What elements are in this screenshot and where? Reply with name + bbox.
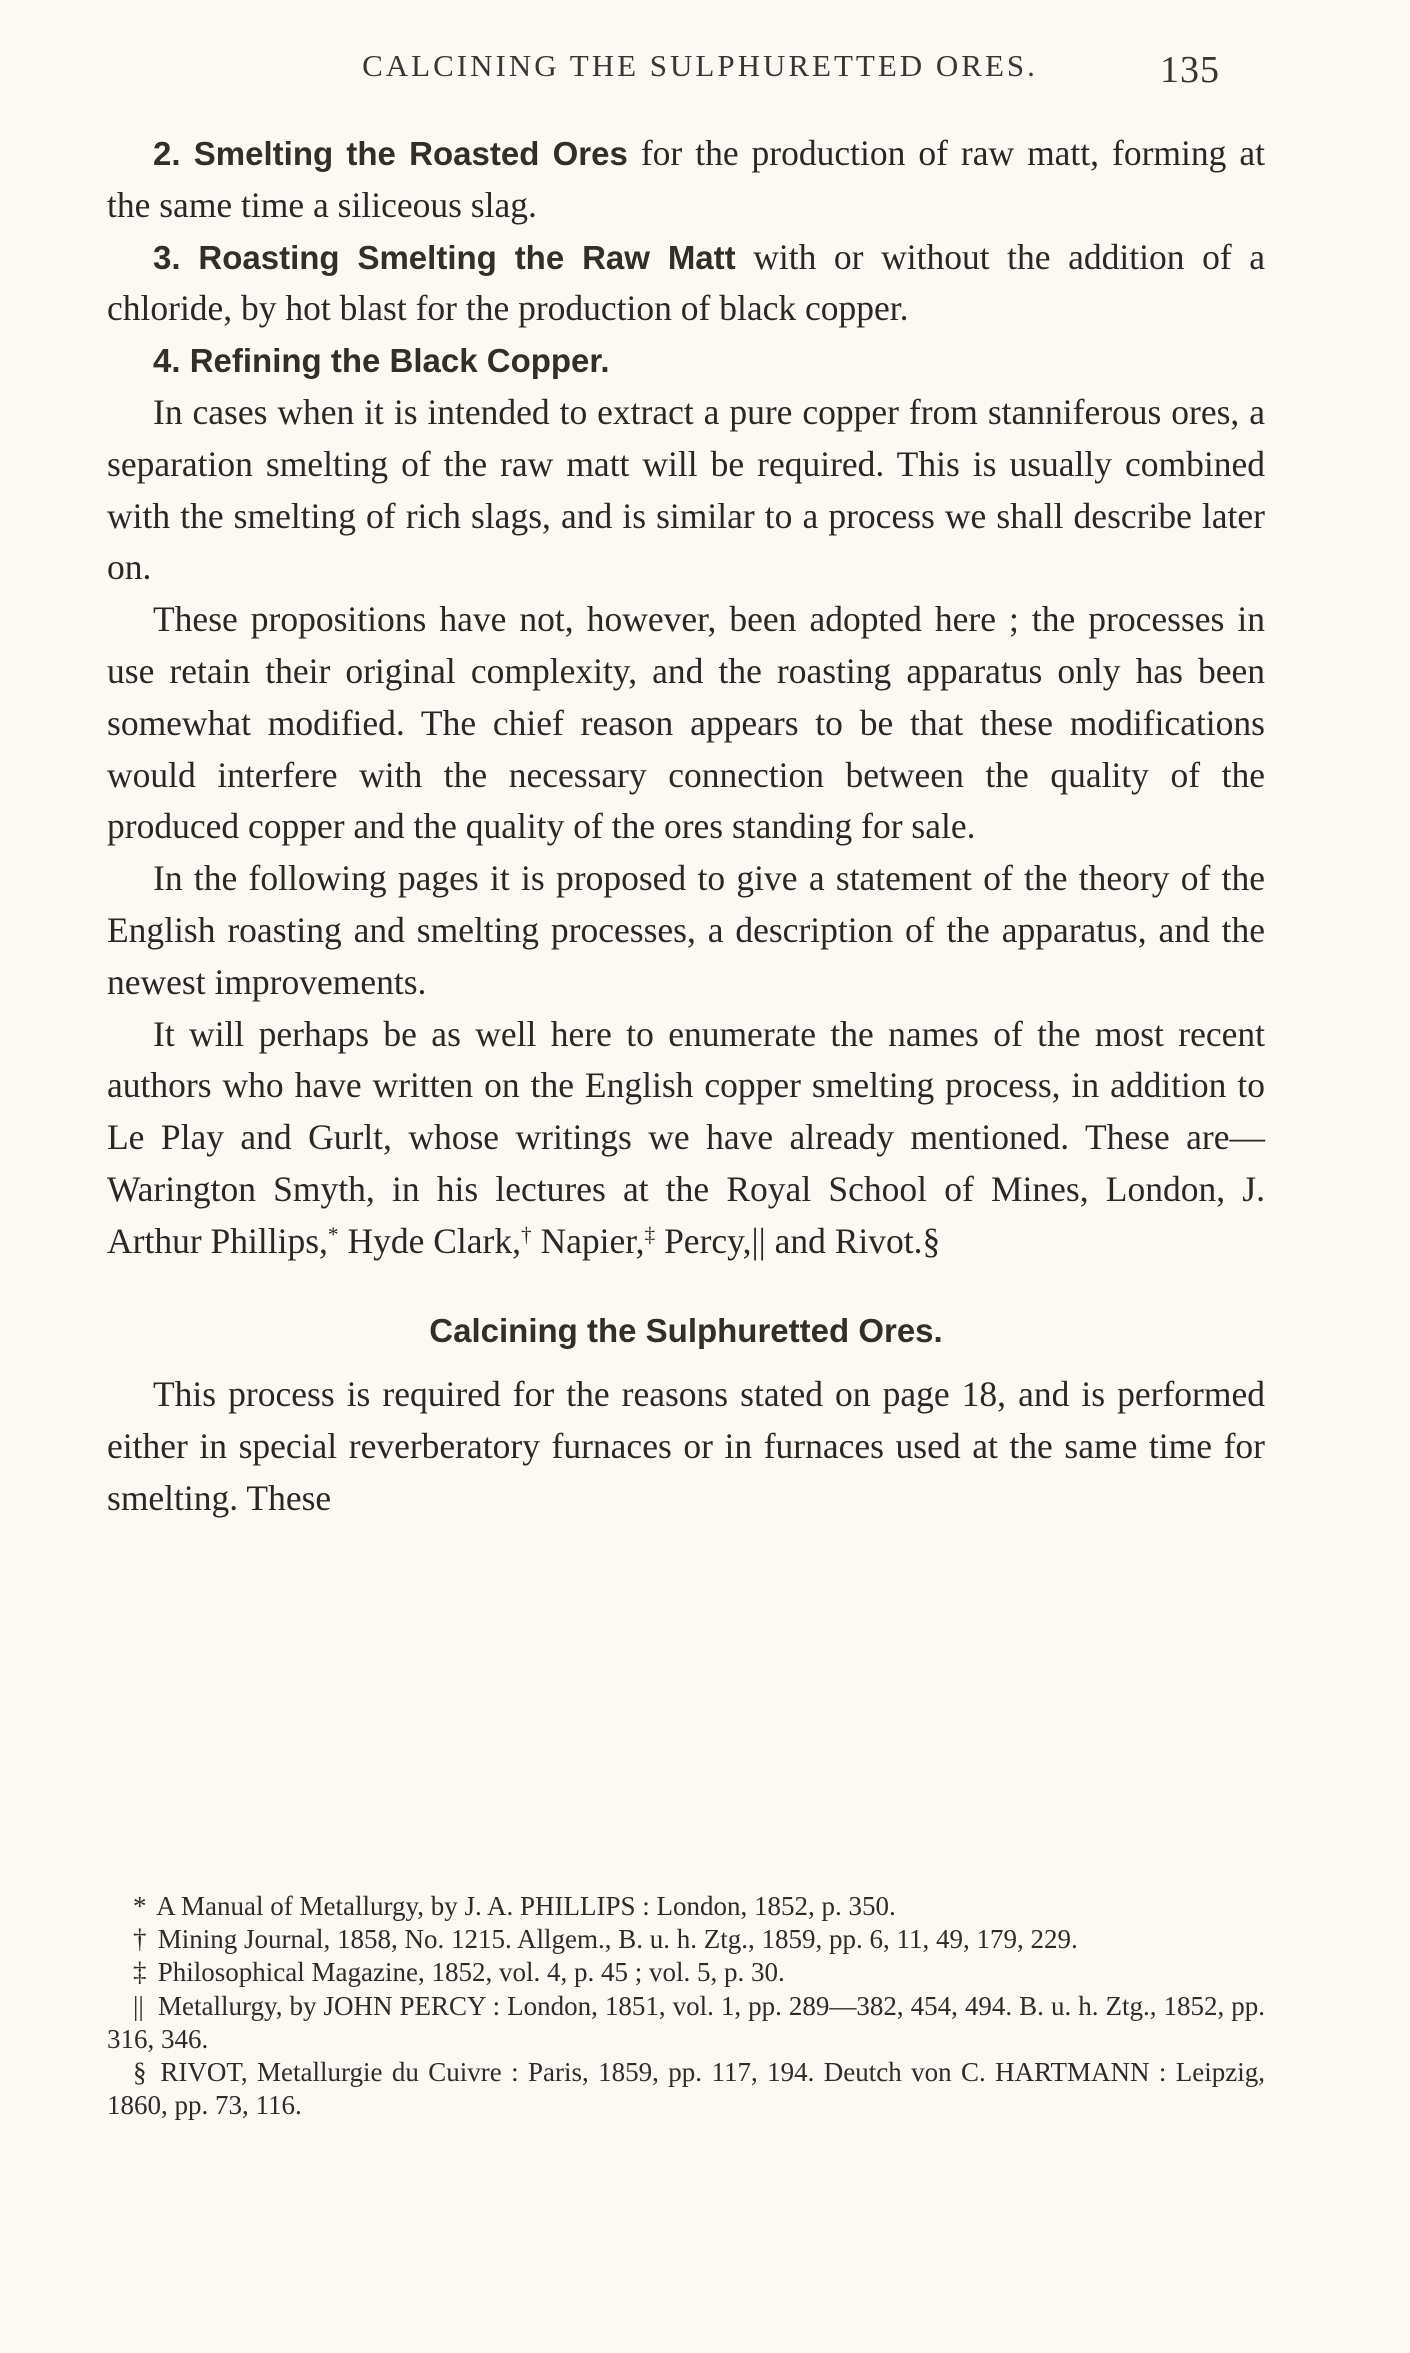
paragraph-authors — [107, 1009, 1265, 1268]
footnote — [107, 1990, 1265, 2056]
footnote-ref: † — [520, 1222, 532, 1247]
footnote-text: RIVOT, Metallurgie du Cuivre : Paris, 1859, pp. 117, 194. Deutch von C. HARTMANN : Leipzig, 1860, pp. 73, 116. — [107, 2057, 1265, 2121]
footnote — [107, 2056, 1265, 2122]
footnote-ref: ‡ — [644, 1222, 656, 1247]
authors-text: and Rivot. — [765, 1220, 923, 1261]
page-header — [0, 48, 1410, 91]
footnote — [107, 1890, 1265, 1923]
footnote-mark: † — [133, 1924, 147, 1955]
footnote-text: Mining Journal, 1858, No. 1215. Allgem., B. u. h. Ztg., 1859, pp. 6, 11, 49, 179, 229. — [157, 1924, 1078, 1955]
item-lead: 4. Refining the Black Copper. — [153, 342, 610, 380]
footnote-text: A Manual of Metallurgy, by J. A. PHILLIPS : London, 1852, p. 350. — [156, 1891, 896, 1921]
main-text — [107, 128, 1265, 1525]
footnote — [107, 1956, 1265, 1989]
footnote-ref: || — [751, 1220, 766, 1261]
list-item-4 — [107, 335, 1265, 387]
footnote-text: Metallurgy, by JOHN PERCY : London, 1851, vol. 1, pp. 289—382, 454, 494. B. u. h. Ztg., 1852, pp. 316, 346. — [107, 1990, 1265, 2054]
footnote-ref: * — [327, 1222, 339, 1247]
paragraph-propositions: These propositions have not, however, been adopted here ; the processes in use retain their original complexity, and the roasting apparatus only has been somewhat modified. The chief reason appears to be that these modifications would interfere with the necessary connection between the quality of the produced copper and the quality of the ores standing for sale. — [107, 599, 1265, 847]
page-number: 135 — [1160, 49, 1220, 91]
item-lead: 2. Smelting the Roasted Ores — [153, 135, 628, 172]
paragraph-stanniferous: In cases when it is intended to extract a pure copper from stanniferous ores, a separation smelting of the raw matt will be required. This is usually combined with the smelting of rich slags, and is similar to a process we shall describe later on. — [107, 391, 1265, 588]
footnote — [107, 1923, 1265, 1956]
section-heading: Calcining the Sulphuretted Ores. — [429, 1311, 943, 1349]
footnote-mark: * — [133, 1891, 147, 1921]
authors-text: Hyde Clark, — [338, 1220, 521, 1261]
footnote-mark: § — [133, 2057, 147, 2088]
footnote-mark: || — [133, 1990, 144, 2021]
footnote-mark: ‡ — [133, 1957, 147, 1988]
authors-text: Napier, — [531, 1220, 645, 1261]
item-text: with or without the addition of a chloride, by hot blast for the production of black copper. — [107, 236, 1265, 329]
list-item-3 — [107, 232, 1265, 336]
footnote-text: Philosophical Magazine, 1852, vol. 4, p. 45 ; vol. 5, p. 30. — [157, 1957, 785, 1988]
authors-text: It will perhaps be as well here to enumerate the names of the most recent authors who have written on the English copper smelting process, in addition to Le Play and Gurlt, whose writings we have already mentioned. These are—Warington Smyth, in his lectures at the Royal School of Mines, London, J. Arthur Phillips, — [107, 1013, 1265, 1261]
list-item-2 — [107, 128, 1265, 232]
paragraph-following-pages: In the following pages it is proposed to give a statement of the theory of the English roasting and smelting processes, a description of the apparatus, and the newest improvements. — [107, 858, 1265, 1002]
paragraph-calcining: This process is required for the reasons stated on page 18, and is performed either in special reverberatory furnaces or in furnaces used at the same time for smelting. These — [107, 1374, 1265, 1518]
item-lead: 3. Roasting Smelting the Raw Matt — [153, 238, 736, 276]
item-text: for the production of raw matt, forming at the same time a siliceous slag. — [107, 133, 1265, 225]
footnotes — [107, 1890, 1265, 2122]
authors-text: Percy, — [655, 1220, 752, 1261]
running-title: CALCINING THE SULPHURETTED ORES. — [362, 48, 1038, 83]
footnote-ref: § — [922, 1220, 941, 1261]
